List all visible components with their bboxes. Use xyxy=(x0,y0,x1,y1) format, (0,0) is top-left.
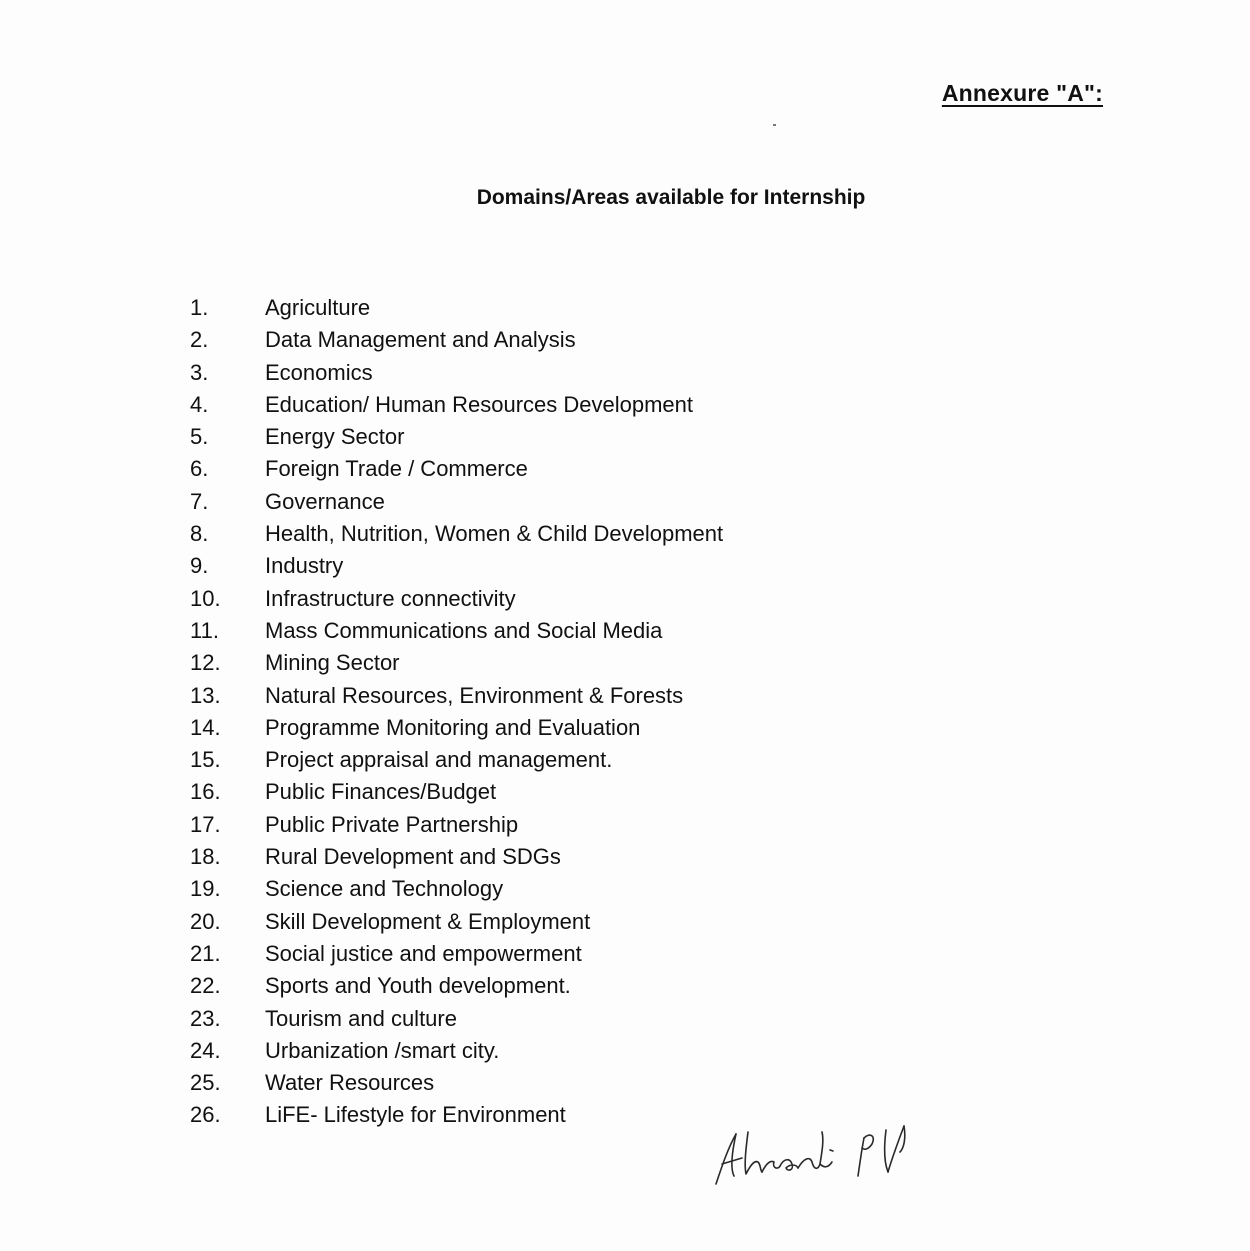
list-item xyxy=(190,389,723,421)
item-number: 2. xyxy=(190,327,209,353)
list-item xyxy=(190,680,723,712)
list-item xyxy=(190,1035,723,1067)
item-label: Public Finances/Budget xyxy=(265,779,497,805)
item-label: Data Management and Analysis xyxy=(265,327,576,353)
item-number: 21. xyxy=(190,940,221,966)
list-item xyxy=(190,938,723,970)
list-item xyxy=(190,615,723,647)
item-label: Skill Development & Employment xyxy=(265,908,591,934)
list-item xyxy=(190,647,723,679)
item-label: Programme Monitoring and Evaluation xyxy=(265,714,641,740)
list-item xyxy=(190,1067,723,1099)
item-number: 11. xyxy=(190,617,219,643)
item-number: 20. xyxy=(190,908,221,934)
list-item xyxy=(190,873,723,905)
item-number: 5. xyxy=(190,424,209,450)
item-label: Water Resources xyxy=(265,1070,435,1096)
list-item xyxy=(190,1099,723,1131)
item-label: Project appraisal and management. xyxy=(265,747,613,773)
item-number: 10. xyxy=(190,585,221,611)
list-item xyxy=(190,518,723,550)
item-number: 15. xyxy=(190,747,221,773)
signature-icon xyxy=(708,1118,918,1193)
list-item xyxy=(190,712,723,744)
item-label: Natural Resources, Environment & Forests xyxy=(265,682,684,708)
list-item xyxy=(190,744,723,776)
item-label: Foreign Trade / Commerce xyxy=(265,456,528,482)
item-label: Social justice and empowerment xyxy=(265,940,582,966)
item-label: Economics xyxy=(265,359,373,385)
list-item xyxy=(190,1003,723,1035)
item-label: Tourism and culture xyxy=(265,1005,457,1031)
list-item xyxy=(190,486,723,518)
item-number: 12. xyxy=(190,650,221,676)
list-item xyxy=(190,970,723,1002)
list-item xyxy=(190,453,723,485)
item-label: Industry xyxy=(265,553,344,579)
item-label: Agriculture xyxy=(265,295,371,320)
item-number: 19. xyxy=(190,876,221,902)
item-number: 9. xyxy=(190,553,209,579)
item-number: 14. xyxy=(190,714,221,740)
item-label: Sports and Youth development. xyxy=(265,973,571,999)
item-label: Mass Communications and Social Media xyxy=(265,617,663,643)
item-label: Education/ Human Resources Development xyxy=(265,391,694,417)
item-label: Health, Nutrition, Women & Child Development xyxy=(265,521,724,547)
item-label: Public Private Partnership xyxy=(265,811,519,837)
item-label: Governance xyxy=(265,488,385,514)
item-label: Energy Sector xyxy=(265,424,405,450)
list-item xyxy=(190,583,723,615)
item-number: 8. xyxy=(190,521,209,547)
scan-speck xyxy=(773,124,776,126)
list-item xyxy=(190,841,723,873)
item-number: 3. xyxy=(190,359,209,385)
list-item xyxy=(190,324,723,356)
list-item xyxy=(190,809,723,841)
item-number: 23. xyxy=(190,1005,221,1031)
list-item xyxy=(190,292,723,324)
item-label: LiFE- Lifestyle for Environment xyxy=(265,1102,566,1128)
list-item xyxy=(190,357,723,389)
item-label: Mining Sector xyxy=(265,650,400,676)
item-label: Urbanization /smart city. xyxy=(265,1037,500,1063)
item-number: 24. xyxy=(190,1037,221,1063)
item-number: 13. xyxy=(190,682,221,708)
item-number: 17. xyxy=(190,811,221,837)
item-number: 25. xyxy=(190,1070,221,1096)
list-item xyxy=(190,776,723,808)
list-item xyxy=(190,550,723,582)
item-number: 26. xyxy=(190,1102,221,1128)
annexure-label: Annexure "A": xyxy=(941,80,1103,106)
item-label: Infrastructure connectivity xyxy=(265,585,516,611)
item-number: 18. xyxy=(190,844,221,870)
item-number: 16. xyxy=(190,779,221,805)
list-item xyxy=(190,421,723,453)
item-number: 22. xyxy=(190,973,221,999)
item-number: 1. xyxy=(190,295,209,320)
domain-list xyxy=(190,292,723,1132)
list-item xyxy=(190,906,723,938)
page-title: Domains/Areas available for Internship xyxy=(476,186,866,209)
item-label: Rural Development and SDGs xyxy=(265,844,561,870)
item-number: 6. xyxy=(190,456,209,482)
item-number: 7. xyxy=(190,488,209,514)
item-number: 4. xyxy=(190,391,209,417)
item-label: Science and Technology xyxy=(265,876,504,902)
